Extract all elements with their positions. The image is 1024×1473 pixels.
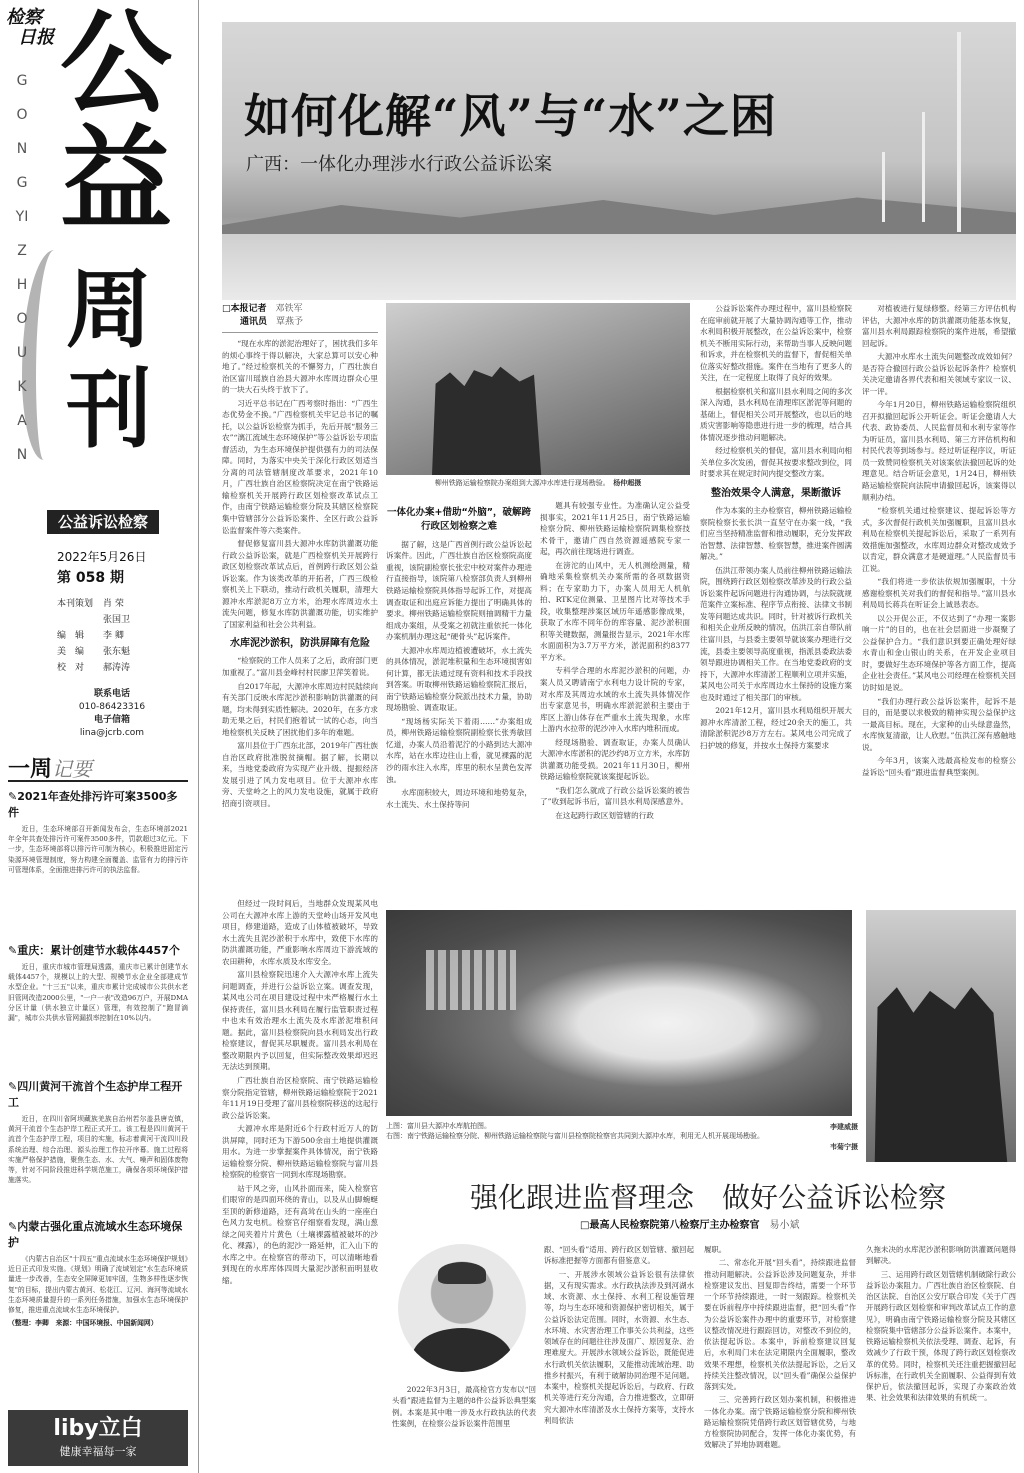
ad-brand: liby立白 xyxy=(53,1416,143,1441)
wind-turbine-icon xyxy=(882,152,885,222)
article-column-1-continued: 但经过一段时间后，当地群众发现某风电公司在大源冲水库上游的天堂岭山场开发风电项目，修建道路，造成了山体植被破坏，导致水土流失且泥沙淤积于水库中，致使下水库的防洪灌溉功能，严重影响水库周边下游流域的农田耕种，水库水质及水库安全。 富川县检察院迅速介入大源冲水库上流失问题调查，并进行公益诉讼立案。调查发现，某风电公司在项目建设过程中未严格履行水土保持责任，富川县水利局在履行监管职责过程中也未有效治理水土流失及水库淤泥堆积问题。据此，富川县检察院向县水利局发出行政检察建议，督促其尽职履责。富川县水利局在整改期限内予以回复，但实际整改效果却迟迟无法达到预期。 广西壮族自治区检察院、南宁铁路运输检察分院指定管辖，柳州铁路运输检察院于2021年11月19日受理了富川县检察院移送的这起行政公益诉讼案。 大源冲水库是附近6个行政村近万人的防洪屏障，同时还为下游500余亩土地提供灌溉用水。为进一步掌握案件具体情况，南宁铁路运输检察分院、柳州铁路运输检察院与富川县检察院的检察官一同到水库现场勘察。 站于风之旁，山风扑面而来，陡入检察官们眼帘的是四面环绕的青山，以及从山脚蜿蜒至顶的新修道路，还有高耸在山头的一座座白色风力发电机。检察官仔细察看发现，满山葱绿之间夹着片片黄色（土壤裸露植被破坏的沙化、裸露），的色的泥沙一路延伸，汇入山下的水库之中。在检察官的带动下，可以清晰地看到现在的水库库体四周大量泥沙淤积而明显收缩。 xyxy=(222,899,378,1285)
second-byline: □最高人民检察院第八检察厅主办检察官 易小斌 xyxy=(580,1220,800,1231)
weekly-item-text: 近日，在四川省阿坝藏族羌族自治州若尔盖县唐克镇，黄河干流首个生态护岸工程正式开工。该工程是四川黄河干流首个生态护岸工程，项目的实施，标志着黄河干流四川段系统治理、综合治理、源头治理工作拉开序幕。施工过程将实施严格保护措施，聚焦生态、水、大气、噪声和固体废物等，针对不同阶段推进科学规范施工，确保各项环境保护措施落实。 xyxy=(8,1115,188,1185)
decorative-brush-stroke xyxy=(22,250,76,460)
masthead-divider xyxy=(198,0,199,1473)
section-banner: 公益诉讼检察 xyxy=(47,510,159,534)
photo-people xyxy=(426,361,546,475)
big-char-4: 刊 xyxy=(66,360,152,460)
wind-turbine-icon xyxy=(922,112,925,222)
aerial-buildings xyxy=(426,950,516,1010)
phone-label: 联系电话 xyxy=(93,689,130,699)
byline-rule xyxy=(222,332,378,333)
contact-box xyxy=(57,688,167,740)
weekly-digest-title: 一周记要 xyxy=(8,752,188,782)
paper-logo: 检察 日报 xyxy=(6,7,54,48)
phone-number: 010-86423316 xyxy=(78,702,146,712)
staff-row: 校 对 郝涛涛 xyxy=(57,663,131,673)
article-column-4: 公益诉讼案件办理过程中，富川县检察院在庭审前就开展了大量协调沟通等工作，推动水利局积极开展整改，在公益诉讼案中，检察机关不断用实际行动，来帮助当事人反映问题和诉求，并在检察机关的监督下，督促相关单位落实好整改措施。案件在当地有了更多人的关注，在一定程度上取得了良好的效果。 根据检察机关和富川县水利局之间的多次深入沟通，县水利局在清理库区淤泥等问题的基础上，督促相关公司开展整改，也以后的地质灾害影响等隐患进行进一步的梳理，结合具体情况逐步推动问题解决。 经过检察机关的督促，富川县水利局向相关单位多次发函，督促其按要求整改到位，同时要求其在规定时间内提交整改方案。 整治效果令人满意，果断撤诉 作为本案的主办检察官，柳州铁路运输检察院检察长张长洪一直坚守在办案一线，“我们应当坚持精准监督和推动履职，充分发挥政治智慧、法律智慧、检察智慧，推进案件圆满解决。” 伍洪江带领办案人员前往柳州铁路运输法院，围绕跨行政区划检察改革涉及的行政公益诉讼案件起诉问题进行沟通协调，与法院就规范案件立案标准、程序节点衔接、法律文书制发等问题达成共识。同时，针对被诉行政机关和相关企业所反映的情况，伍洪江亲自带队前往富川县，与县委主要领导就该案办理进行交流，县委主要领导高度重视，指派县委政法委领导跟进协调相关工作。在当地党委政府的支持下，大源冲水库清淤工程顺利立项并实施，某风电公司关于水库周边水土保持的设施方案也及时通过了相关部门的审核。 2021年12月，富川县水利局组织开展大源冲水库清淤工程，经过20余天的施工，共清除淤积泥沙8万方左右。某风电公司完成了扫护坡的修复，并按水土保持方案要求 xyxy=(700,304,852,750)
second-column-1: 2022年3月3日，最高检官方发布以“回头看”跟进监督为主题的8件公益诉讼典型案例。本案是其中唯一涉及水行政执法的代表性案例，在检察公益诉讼案件范围里 xyxy=(392,1385,536,1428)
hero-mountains xyxy=(222,190,1016,240)
pen-icon: ✎ xyxy=(8,1220,18,1233)
hero-lake xyxy=(222,234,1016,300)
pen-icon: ✎ xyxy=(8,790,18,803)
section-subhead: 一体化办案+借助“外脑”，破解跨行政区划检察之难 xyxy=(387,507,531,533)
officials-drone-photo xyxy=(866,910,1016,1162)
byline: □本报记者 邓铁军 通讯员 覃燕予 xyxy=(222,304,304,327)
field-inspection-photo xyxy=(386,303,690,475)
photo2-caption: 上图：富川县大源冲水库航拍图。 李建威摄 右图：南宁铁路运输检察分院、柳州铁路运输检察院与富川县检察院检察官共同到大源冲水库，利用无人机开展现场勘验。 韦菊宁摄 xyxy=(386,1122,858,1151)
weekly-credit: （整理：李卿 来源：中国环境报、中国新闻网） xyxy=(8,1319,158,1328)
staff-list xyxy=(57,596,167,676)
ad-banner xyxy=(8,1410,188,1466)
photo1-caption: 柳州铁路运输检察院办案组到大源冲水库进行现场勘验。 杨仲超摄 xyxy=(434,478,642,487)
weekly-item xyxy=(8,1218,188,1328)
staff-row: 本刊策划 肖 荣 xyxy=(57,599,124,609)
article-column-1: “现在水库的淤泥治理好了，困扰我们多年的烦心事终于得以解决，大家总算可以安心种地了。”经过检察机关的不懈努力，广西壮族自治区富川瑶族自治县大源冲水库周边群众心里的一块大石头终于放下了。 习近平总书记在广西考察时指出：“广西生态优势金不换。”广西检察机关牢记总书记的嘱托，以公益诉讼检察为抓手，先后开展“服务三农”“漓江流域生态环境保护”等公益诉讼专项监督活动，为生态环境保护提供强有力的司法保障。同时，为落实中央关于深化行政区划适当分离的司法管辖制度改革要求，2021年10月，广西壮族自治区检察院决定在南宁铁路运输检察机关开展跨行政区划检察改革试点工作，由南宁铁路运输检察分院及其辖区检察院集中管辖部分公益诉讼案件、全区行政公益诉讼监督案件等六类案件。 督促修复富川县大源冲水库防洪灌溉功能行政公益诉讼案，就是广西检察机关开展跨行政区划检察改革试点后，首例跨行政区划公益诉讼案。作为该类改革的开拓者，广西三级检察机关上下联动，推动行政机关履职，清理大源冲水库淤泥8万立方米，治理水库周边水土流失问题，修复水库防洪灌溉功能，切实维护了国家利益和社会公共利益。 水库泥沙淤积，防洪屏障有危险 “检察院的工作人员来了之后，政府部门更加重视了。”富川县金峰村村民廖卫萍笑着说。 自2017年起，大源冲水库周边村民陆续向有关部门反映水库泥沙淤积影响防洪灌溉的问题，均未得到实质性解决。2020年，在多方求助无果之后，村民们抱着试一试的心态，向当地检察机关反映了困扰他们多年的难题。 富川县位于广西东北部，2019年广西壮族自治区政府批准脱贫摘帽。据了解，长期以来，当地党委政府为实现产业升级、提振经济发展引进了风力发电项目。位于大源冲水库旁、天堂岭之上的风力发电设施，就属于政府招商引资项目。 xyxy=(222,339,378,808)
portrait-hair xyxy=(438,1262,486,1284)
second-column-4: 久拖未决的水库泥沙淤积影响防洪灌溉问题得到解决。 三、运用跨行政区划管辖机制破除行政公益诉讼办案阻力。广西壮族自治区检察院、自治区法院、自治区公安厅联合印发《关于广西开展跨行政区划检察和审判改革试点工作的意见》，明确由南宁铁路运输检察分院及其辖区检察院集中管辖部分公益诉讼案件。本案中，铁路运输检察机关依法受理、调查、起诉，有效减少了行政干预，体现了跨行政区划检察改革的优势。同时，检察机关还注重把握撤回起诉标准，在行政机关全面履职、公益得到有效保护后，依法撤回起诉，实现了办案政治效果、社会效果和法律效果的有机统一。 xyxy=(866,1245,1016,1403)
second-column-2: 跟、“回头看”适用、跨行政区划管辖、撤回起诉标准把握等方面都有借鉴意义。 一、开展涉水领域公益诉讼很有法律依据，又有现实需求。水行政执法涉及到河湖水域、水资源、水土保持、水利工程设施管理等，均与生态环境和资源保护密切相关，属于公益诉讼法定范围。同时，水资源、水生态、水环境、水灾害治理工作事关公共利益，这些领域存在的问题往往涉及面广、原因复杂、治理难度大。开展涉水领域公益诉讼，既能促进水行政机关依法履职，又能推动流域治理、助推乡村振兴，有利于破解协同治理不足问题。本案中，检察机关提起诉讼后，与政府、行政机关等进行充分沟通，合力推进整改，立即研究大源冲水库清淤及水土保持方案等，支持水利局依法 xyxy=(544,1245,694,1425)
main-headline: 如何化解“风”与“水”之困 xyxy=(244,89,777,143)
pinyin-vertical: GONGYIZHOUKAN xyxy=(15,73,29,463)
pen-icon: ✎ xyxy=(8,1080,18,1093)
weekly-item-title: ✎2021年查处排污许可案3500多件 xyxy=(8,790,178,819)
aerial-reservoir-photo xyxy=(386,910,852,1116)
weekly-item-title: ✎内蒙古强化重点流域水生态环境保护 xyxy=(8,1220,183,1249)
pen-icon: ✎ xyxy=(8,944,18,957)
portrait-suit xyxy=(412,1328,512,1372)
masthead xyxy=(0,0,196,1473)
weekly-item xyxy=(8,942,188,1023)
main-subheadline: 广西：一体化办理涉水行政公益诉讼案 xyxy=(246,154,552,175)
section-subhead: 水库泥沙淤积，防洪屏障有危险 xyxy=(230,638,370,650)
email-address: lina@jcrb.com xyxy=(79,728,145,738)
big-char-3: 周 xyxy=(66,260,152,360)
wind-turbine-icon xyxy=(957,32,961,232)
issue-number: 第 058 期 xyxy=(57,570,124,586)
article-column-3: 题具有较强专业性。为准确认定公益受损事实，2021年11月25日，南宁铁路运输检察分院、柳州铁路运输检察院调集检察技术骨干，邀请广西自然资源遥感院专家一起，再次前往现场进行调查。 在滂沱的山风中，无人机测绘测量，精确地采集检察机关办案所需的各项数据资料；在专家助力下，办案人员用无人机航拍、RTK定位测量、卫星图片比对等技术手段，收集整理涉案区域历年遥感影像成果，获取了水库不同年份的库容量、泥沙淤积面积等关键数据，测量报告显示，2021年水库水面面积为3.7万平方米，淤泥面积约8377平方米。 专科学合理的水库泥沙淤积的问题，办案人员又聘请南宁水利电力设计院的专家，对水库及其周边水域的水土流失具体情况作出专家意见书，明确水库淤泥淤积主要由于库区上游山体存在严重水土流失现象，水库上游内水拉带的泥沙冲入水库内堆积而成。 经现场勘验、调查取证，办案人员确认大源冲水库淤积的泥沙约8万立方米，水库防洪灌溉功能受损。2021年11月30日，柳州铁路运输检察院就该案提起诉讼。 “我们怎么就成了行政公益诉讼案的被告了”收到起诉书后，富川县水利局深感意外。 在这起跨行政区划管辖的行政 xyxy=(540,501,690,820)
photo-people xyxy=(872,980,1010,1162)
big-char-2: 益 xyxy=(60,115,172,245)
second-column-3: 履职。 二、常态化开展“回头看”，持续跟进监督推动问题解决。公益诉讼涉及问题复杂，并非检察建议发出、回复即告终结，需要一个环节一个环节持续跟进，一时一刻跟踪。检察机关要在诉前程序中持续跟进监督，把“回头看”作为公益诉讼案件办理中的重要环节，对检察建议整改情况进行跟踪回访，对整改不到位的，依法提起诉讼。本案中，诉前检察建议回复后，水利局门未在法定期限内全面履职，整改效果不理想，检察机关依法提起诉讼，之后又持续关注整改情况，以“回头看”确保公益保护落到实处。 三、完善跨行政区划办案机制，积极推进一体化办案。南宁铁路运输检察分院和柳州铁路运输检察院凭借跨行政区划管辖优势，与地方检察院协同配合，发挥一体化办案优势，有效解决了异地协调难题。 xyxy=(704,1245,856,1450)
email-label: 电子信箱 xyxy=(93,715,130,725)
staff-row: 编 辑 李 卿 xyxy=(57,631,124,641)
section-subhead: 整治效果令人满意，果断撤诉 xyxy=(711,487,841,499)
big-char-1: 公 xyxy=(60,0,172,129)
staff-row: 美 编 张东魁 xyxy=(57,647,131,657)
weekly-item-text: 近日，重庆市城市管理局透露，重庆市已累计创建节水载体4457个，规模以上的大型、规模节水企业全部建成节水型企业。"十三五"以来，重庆市累计完成城市公共供水老旧管网改造2000公里，"一户一表"改造96万户，开展DMA分区计量（供水独立计量区）管理，有效控制了"跑冒滴漏"，城市公共供水管网漏损率控制在10%以内。 xyxy=(8,963,188,1022)
weekly-item-title: ✎重庆：累计创建节水载体4457个 xyxy=(8,944,180,957)
weekly-item-text: 近日，生态环境部召开新闻发布会，生态环境部2021年全年共查处排污许可案件3500多件，罚款超过3亿元。下一步，生态环境部将以排污许可制为核心，积极推进固定污染源环境管理制度，努力构建全面覆盖、监管有力的排污许可管理体系，全面推进排污许可的执法监督。 xyxy=(8,825,188,874)
author-portrait xyxy=(398,1244,526,1372)
staff-row: 张国卫 xyxy=(103,615,131,625)
weekly-item xyxy=(8,788,188,875)
article-column-2: 一体化办案+借助“外脑”，破解跨行政区划检察之难 据了解，这是广西首例行政公益诉讼起诉案件。因此，广西壮族自治区检察院高度重视，该院副检察长张宏中校对案件办理进行直接指导，该院第八检察部负责人到柳州铁路运输检察院具体指导起诉工作，对提高调查取证和出庭应诉能力提出了明确具体的要求。柳州铁路运输检察院则抽调精干力量组成办案组，从受案之初就注重依托一体化办案机制办理这起“硬骨头”起诉案件。 大源冲水库周边植被遭破坏，水土流失的具体情况，淤泥堆积量和生态环境损害如何计算，都无法通过现有资料和技术手段找到答案。听取柳州铁路运输检察院汇报后，南宁铁路运输检察分院派出技术力量，协助现场勘验、调查取证。 “现场杨实际关下着雨……”办案组成员，柳州铁路运输检察院副检察长张秀敏回忆道，办案人员沿着泥泞的小路到达大源冲水库，站在水库边往山上看，就见裸露的泥沙的雨水注入水库，库里的积水呈黄色发浑浊。 水库面积较大，周边环境和地势复杂，水土流失、水土保持等问 xyxy=(386,507,532,809)
ad-slogan: 健康幸福每一家 xyxy=(59,1445,137,1458)
issue-date: 2022年5月26日 xyxy=(57,550,147,564)
weekly-item xyxy=(8,1078,188,1185)
weekly-item-title: ✎四川黄河干流首个生态护岸工程开工 xyxy=(8,1080,183,1109)
weekly-item-text: 《内蒙古自治区"十四五"重点流域水生态环境保护规划》近日正式印发实施。《规划》明确了流域划定"水生态环境质量进一步改善，生态安全屏障更加牢固，生物多样性逐步恢复"的目标，提出内蒙古黄河、松花江、辽河、海河等流域水生态环境质量提升的一系列任务措施，加强水生态环境保护修复，推进重点流域水生态环境保护。 xyxy=(8,1255,188,1314)
second-headline: 强化跟进监督理念 做好公益诉讼检察 xyxy=(470,1181,947,1214)
article-column-5: 对植被进行复绿修整。经第三方评估机构评估，大源冲水库的防洪灌溉功能基本恢复，富川县水利局跟踪检察院的案件进展，希望撤回起诉。 大源冲水库水土流失问题整改成效如何？是否符合撤回行政公益诉讼起诉条件？检察机关决定邀请各界代表和相关领域专家议一议、评一评。 今年1月20日，柳州铁路运输检察院组织召开拟撤回起诉公开听证会。听证会邀请人大代表、政协委员、人民监督员和水利专家等作为听证员，富川县水利局、第三方评估机构和村民代表等到场参与。经过听证程序议，听证员一致赞同检察机关对该案依法撤回起诉的处理意见。结合听证会意见，1月24日，柳州铁路运输检察院向法院申请撤回起诉，该案得以顺利办结。 “检察机关通过检察建议、提起诉讼等方式，多次督促行政机关加强履职，且富川县水利局在检察机关提起诉讼后，采取了一系列有效措施加强整改，水库周边群众对整改成效予以肯定，群众满意才是硬道理。”人民监督员韦江说。 “我们将进一步依法依规加强履职，十分感谢检察机关对我们的督促和指导。”富川县水利局局长蒋兵在听证会上诚恳表态。 以公开促公正，不仅达到了“办理一案影响一片”的目的，也在社会层面进一步凝聚了公益保护合力。“我们意识到要正确处理好绿水青山和金山银山的关系，在开发企业项目时，要做好生态环境保护等各方面工作，提高企业社会责任。”某风电公司经理在检察机关回访时如是说。 “我们办理行政公益诉讼案件，起诉不是目的，而是要以求极致的精神实现公益保护这一最高目标。现在，大家种的山头绿意盎然，水库恢复清澈，让人欣慰。”伍洪江深有感触地说。 今年3月，该案入选最高检发布的检察公益诉讼“回头看”跟进监督典型案例。 xyxy=(862,304,1016,777)
